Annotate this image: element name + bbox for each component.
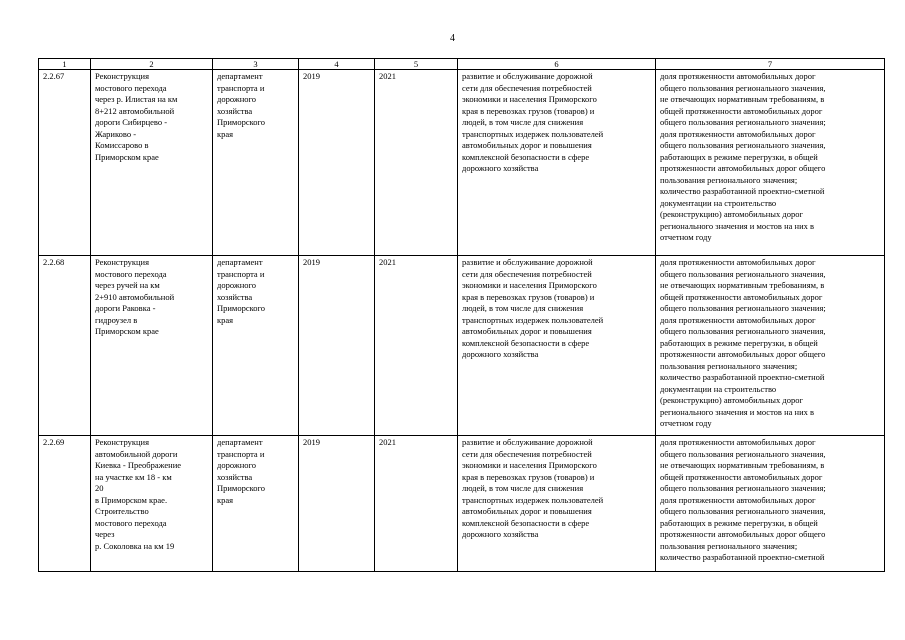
header-row (39, 59, 885, 70)
goal-text: развитие и обслуживание дорожной сети для обеспечения потребностей экономики и населения Приморского края в перевозках грузов (товаров) и людей, в том числе для снижения транспортных издержек пользователей автомобильных дорог и повышения комплексной безопасности в сфере дорожного хозяйства (458, 256, 656, 436)
object-name: Реконструкция автомобильной дороги Киевка - Преображение на участке км 18 - км 20 в Приморском крае. Строительство мостового перехода через р. Соколовка на км 19 (91, 436, 213, 572)
start-year: 2019 (299, 436, 375, 572)
responsible-department: департамент транспорта и дорожного хозяйства Приморского края (213, 70, 299, 256)
table-row (39, 70, 885, 256)
goal-text: развитие и обслуживание дорожной сети для обеспечения потребностей экономики и населения Приморского края в перевозках грузов (товаров) и людей, в том числе для снижения транспортных издержек пользователей автомобильных дорог и повышения комплексной безопасности в сфере дорожного хозяйства (458, 436, 656, 572)
header-col-5: 5 (375, 59, 458, 70)
responsible-department: департамент транспорта и дорожного хозяйства Приморского края (213, 256, 299, 436)
row-number: 2.2.67 (39, 70, 91, 256)
indicators-text: доля протяженности автомобильных дорог общего пользования регионального значения, не отвечающих нормативным требованиям, в общей протяженности автомобильных дорог общего пользования регионального значения; доля протяженности автомобильных дорог общего пользования регионального значения, работающих в режиме перегрузки, в общей протяженности автомобильных дорог общего пользования регионального значения; количество разработанной проектно-сметной документации на строительство (реконструкцию) автомобильных дорог регионального значения и мостов на них в отчетном году (656, 70, 885, 256)
object-name: Реконструкция мостового перехода через р. Илистая на км 8+212 автомобильной дороги Сибирцево - Жариково - Комиссарово в Приморском крае (91, 70, 213, 256)
registry-table (38, 58, 885, 572)
responsible-department: департамент транспорта и дорожного хозяйства Приморского края (213, 436, 299, 572)
goal-text: развитие и обслуживание дорожной сети для обеспечения потребностей экономики и населения Приморского края в перевозках грузов (товаров) и людей, в том числе для снижения транспортных издержек пользователей автомобильных дорог и повышения комплексной безопасности в сфере дорожного хозяйства (458, 70, 656, 256)
indicators-text: доля протяженности автомобильных дорог общего пользования регионального значения, не отвечающих нормативным требованиям, в общей протяженности автомобильных дорог общего пользования регионального значения; доля протяженности автомобильных дорог общего пользования регионального значения, работающих в режиме перегрузки, в общей протяженности автомобильных дорог общего пользования регионального значения; количество разработанной проектно-сметной документации на строительство (реконструкцию) автомобильных дорог регионального значения и мостов на них в отчетном году (656, 256, 885, 436)
header-col-7: 7 (656, 59, 885, 70)
row-number: 2.2.69 (39, 436, 91, 572)
page-number: 4 (450, 33, 455, 44)
table-row (39, 256, 885, 436)
header-col-6: 6 (458, 59, 656, 70)
row-number: 2.2.68 (39, 256, 91, 436)
start-year: 2019 (299, 70, 375, 256)
table-row (39, 436, 885, 572)
end-year: 2021 (375, 70, 458, 256)
indicators-text: доля протяженности автомобильных дорог общего пользования регионального значения, не отвечающих нормативным требованиям, в общей протяженности автомобильных дорог общего пользования регионального значения; доля протяженности автомобильных дорог общего пользования регионального значения, работающих в режиме перегрузки, в общей протяженности автомобильных дорог общего пользования регионального значения; количество разработанной проектно-сметной (656, 436, 885, 572)
header-col-1: 1 (39, 59, 91, 70)
object-name: Реконструкция мостового перехода через ручей на км 2+910 автомобильной дороги Раковка - гидроузел в Приморском крае (91, 256, 213, 436)
header-col-2: 2 (91, 59, 213, 70)
start-year: 2019 (299, 256, 375, 436)
end-year: 2021 (375, 256, 458, 436)
header-col-4: 4 (299, 59, 375, 70)
header-col-3: 3 (213, 59, 299, 70)
end-year: 2021 (375, 436, 458, 572)
